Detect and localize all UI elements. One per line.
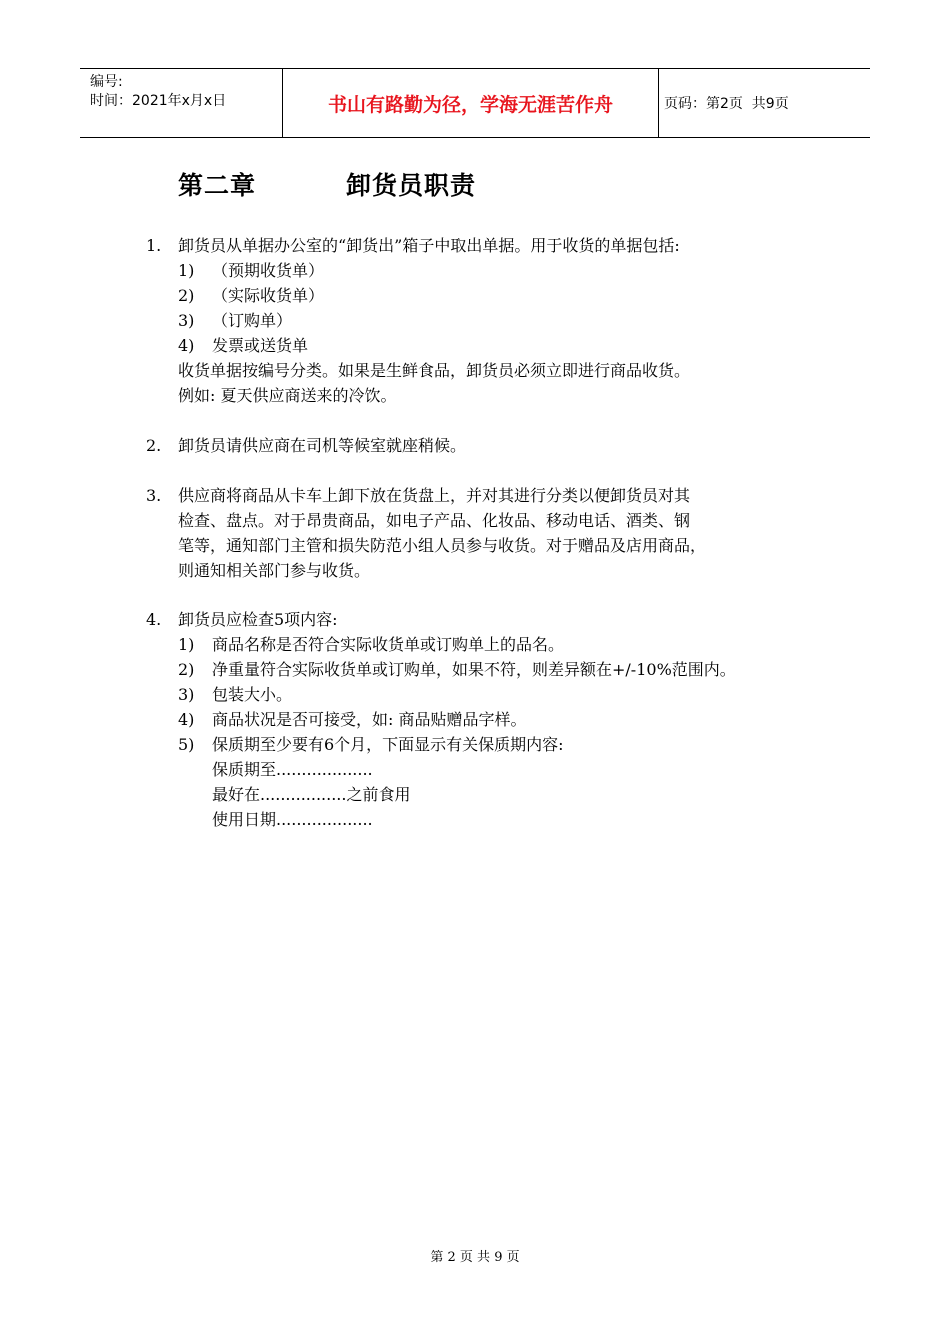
sub-text: 保质期至少要有6个月，下面显示有关保质期内容: [212,735,564,754]
header-motto: 书山有路勤为径，学海无涯苦作舟 [283,69,659,137]
list-number: 1. [146,236,162,255]
sub-text: （实际收货单） [212,286,325,305]
list-text-continued: 检查、盘点。对于昂贵商品，如电子产品、化妆品、移动电话、酒类、钢 [178,511,691,530]
document-number-label: 编号: [90,74,123,90]
sub-text: 包装大小。 [212,685,293,704]
chapter-number: 第二章 [178,171,257,200]
page-footer: 第 2 页 共 9 页 [430,1250,520,1265]
sub-number: 2) [178,660,195,679]
list-text: 供应商将商品从卡车上卸下放在货盘上，并对其进行分类以便卸货员对其 [178,486,691,505]
sub-text: 发票或送货单 [212,336,309,355]
header-meta-cell [80,69,283,137]
list-text: 卸货员从单据办公室的“卸货出”箱子中取出单据。用于收货的单据包括: [178,236,680,255]
sub-text: （订购单） [212,311,293,330]
chapter-heading [178,166,477,202]
chapter-title: 卸货员职责 [346,171,477,200]
sub-number: 5) [178,735,195,754]
shelf-life-detail: 保质期至................... [212,760,373,779]
list-text: 卸货员应检查5项内容: [178,610,338,629]
list-number: 2. [146,436,162,455]
list-number: 3. [146,486,162,505]
sub-number: 4) [178,710,195,729]
best-before-detail: 最好在.................之前食用 [212,785,411,804]
use-date-detail: 使用日期................... [212,810,373,829]
list-text-continued: 笔等，通知部门主管和损失防范小组人员参与收货。对于赠品及店用商品， [178,536,707,555]
sub-number: 2) [178,286,195,305]
sub-text: 商品状况是否可接受，如: 商品贴赠品字样。 [212,710,527,729]
sub-number: 3) [178,685,195,704]
list-text: 卸货员请供应商在司机等候室就座稍候。 [178,436,467,455]
sub-number: 1) [178,261,195,280]
note-text: 收货单据按编号分类。如果是生鲜食品，卸货员必须立即进行商品收货。 [178,361,691,380]
page-info-text: 页码：第2页 共9页 [664,96,789,112]
sub-number: 4) [178,336,195,355]
header-page-info [664,69,870,137]
list-text-continued: 则通知相关部门参与收货。 [178,561,371,580]
sub-text: （预期收货单） [212,261,325,280]
sub-number: 3) [178,311,195,330]
document-time-label: 时间：2021年x月x日 [90,93,227,109]
sub-text: 净重量符合实际收货单或订购单，如果不符，则差异额在+/-10%范围内。 [212,660,736,679]
page-header [80,68,870,138]
list-number: 4. [146,610,162,629]
sub-text: 商品名称是否符合实际收货单或订购单上的品名。 [212,635,565,654]
note-text: 例如: 夏天供应商送来的冷饮。 [178,386,397,405]
sub-number: 1) [178,635,195,654]
